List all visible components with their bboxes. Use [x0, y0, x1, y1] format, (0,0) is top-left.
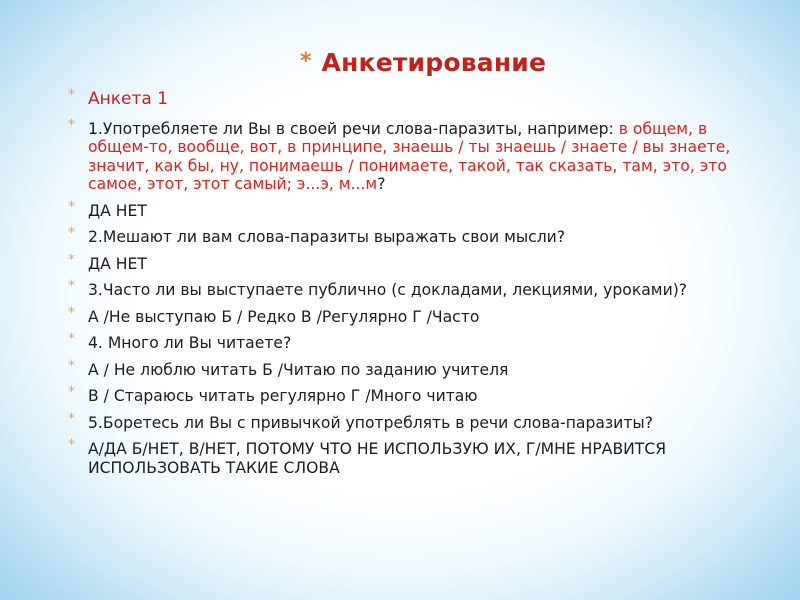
page-title: Анкетирование [321, 47, 547, 77]
list-item-answer-3 [68, 304, 758, 327]
bullet-icon: * [68, 304, 75, 321]
title-bullet-icon: * [300, 49, 312, 74]
answer-options-3: А /Не выступаю Б / Редко В /Регулярно Г /Часто [88, 307, 480, 326]
title-row [300, 42, 780, 82]
question-1-examples: в общем, в общем-то, вообще, вот, в принципе, знаешь / ты знаешь / знаете / вы знаете, значит, как бы, ну, понимаешь / понимаете, такой, так сказать, там, это, это самое, этот, этот самый; э...э, м...м [88, 119, 731, 193]
list-item-question-2 [68, 225, 758, 247]
list-item-question-1 [68, 116, 758, 194]
bullet-icon: * [68, 384, 75, 400]
question-1-suffix: ? [377, 175, 386, 193]
bullet-icon: * [68, 225, 75, 241]
question-3: 3.Часто ли вы выступаете публично (с докладами, лекциями, уроками)? [88, 281, 688, 299]
question-4: 4. Много ли Вы читаете? [88, 334, 292, 352]
answer-options-1: ДА НЕТ [88, 201, 147, 220]
bullet-icon: * [68, 357, 75, 374]
list-item-answer-1 [68, 198, 758, 221]
question-5: 5.Боретесь ли Вы с привычкой употреблять в речи слова-паразиты? [88, 413, 653, 432]
list-item-answer-2 [68, 251, 758, 274]
answer-options-5: А/ДА Б/НЕТ, В/НЕТ, ПОТОМУ ЧТО НЕ ИСПОЛЬЗУЮ ИХ, Г/МНЕ НРАВИТСЯ ИСПОЛЬЗОВАТЬ ТАКИЕ СЛОВА [88, 440, 667, 477]
bullet-icon: * [68, 198, 75, 215]
list-item-answer-5 [68, 437, 758, 477]
bullet-icon: * [68, 116, 75, 133]
survey-heading: Анкета 1 [88, 89, 169, 109]
answer-options-2: ДА НЕТ [88, 254, 147, 273]
bullet-icon: * [68, 437, 75, 453]
bullet-icon: * [68, 410, 75, 427]
bullet-icon: * [68, 87, 75, 103]
list-item-question-4 [68, 331, 758, 353]
list-item-answer-4a [68, 357, 758, 380]
question-1-prefix: 1.Употребляете ли Вы в своей речи слова-паразиты, например: [88, 119, 619, 138]
list-item-question-5 [68, 410, 758, 433]
bullet-icon: * [68, 251, 75, 268]
answer-options-4a: А / Не люблю читать Б /Читаю по заданию учителя [88, 360, 509, 379]
question-2: 2.Мешают ли вам слова-паразиты выражать свои мысли? [88, 228, 566, 246]
list-item-answer-4b [68, 384, 758, 406]
bullet-icon: * [68, 278, 75, 294]
list-item-question-3 [68, 278, 758, 300]
answer-options-4b: В / Стараюсь читать регулярно Г /Много читаю [88, 387, 478, 405]
bullet-icon: * [68, 331, 75, 347]
questionnaire-list [68, 87, 758, 485]
list-item-survey-heading [68, 87, 758, 109]
